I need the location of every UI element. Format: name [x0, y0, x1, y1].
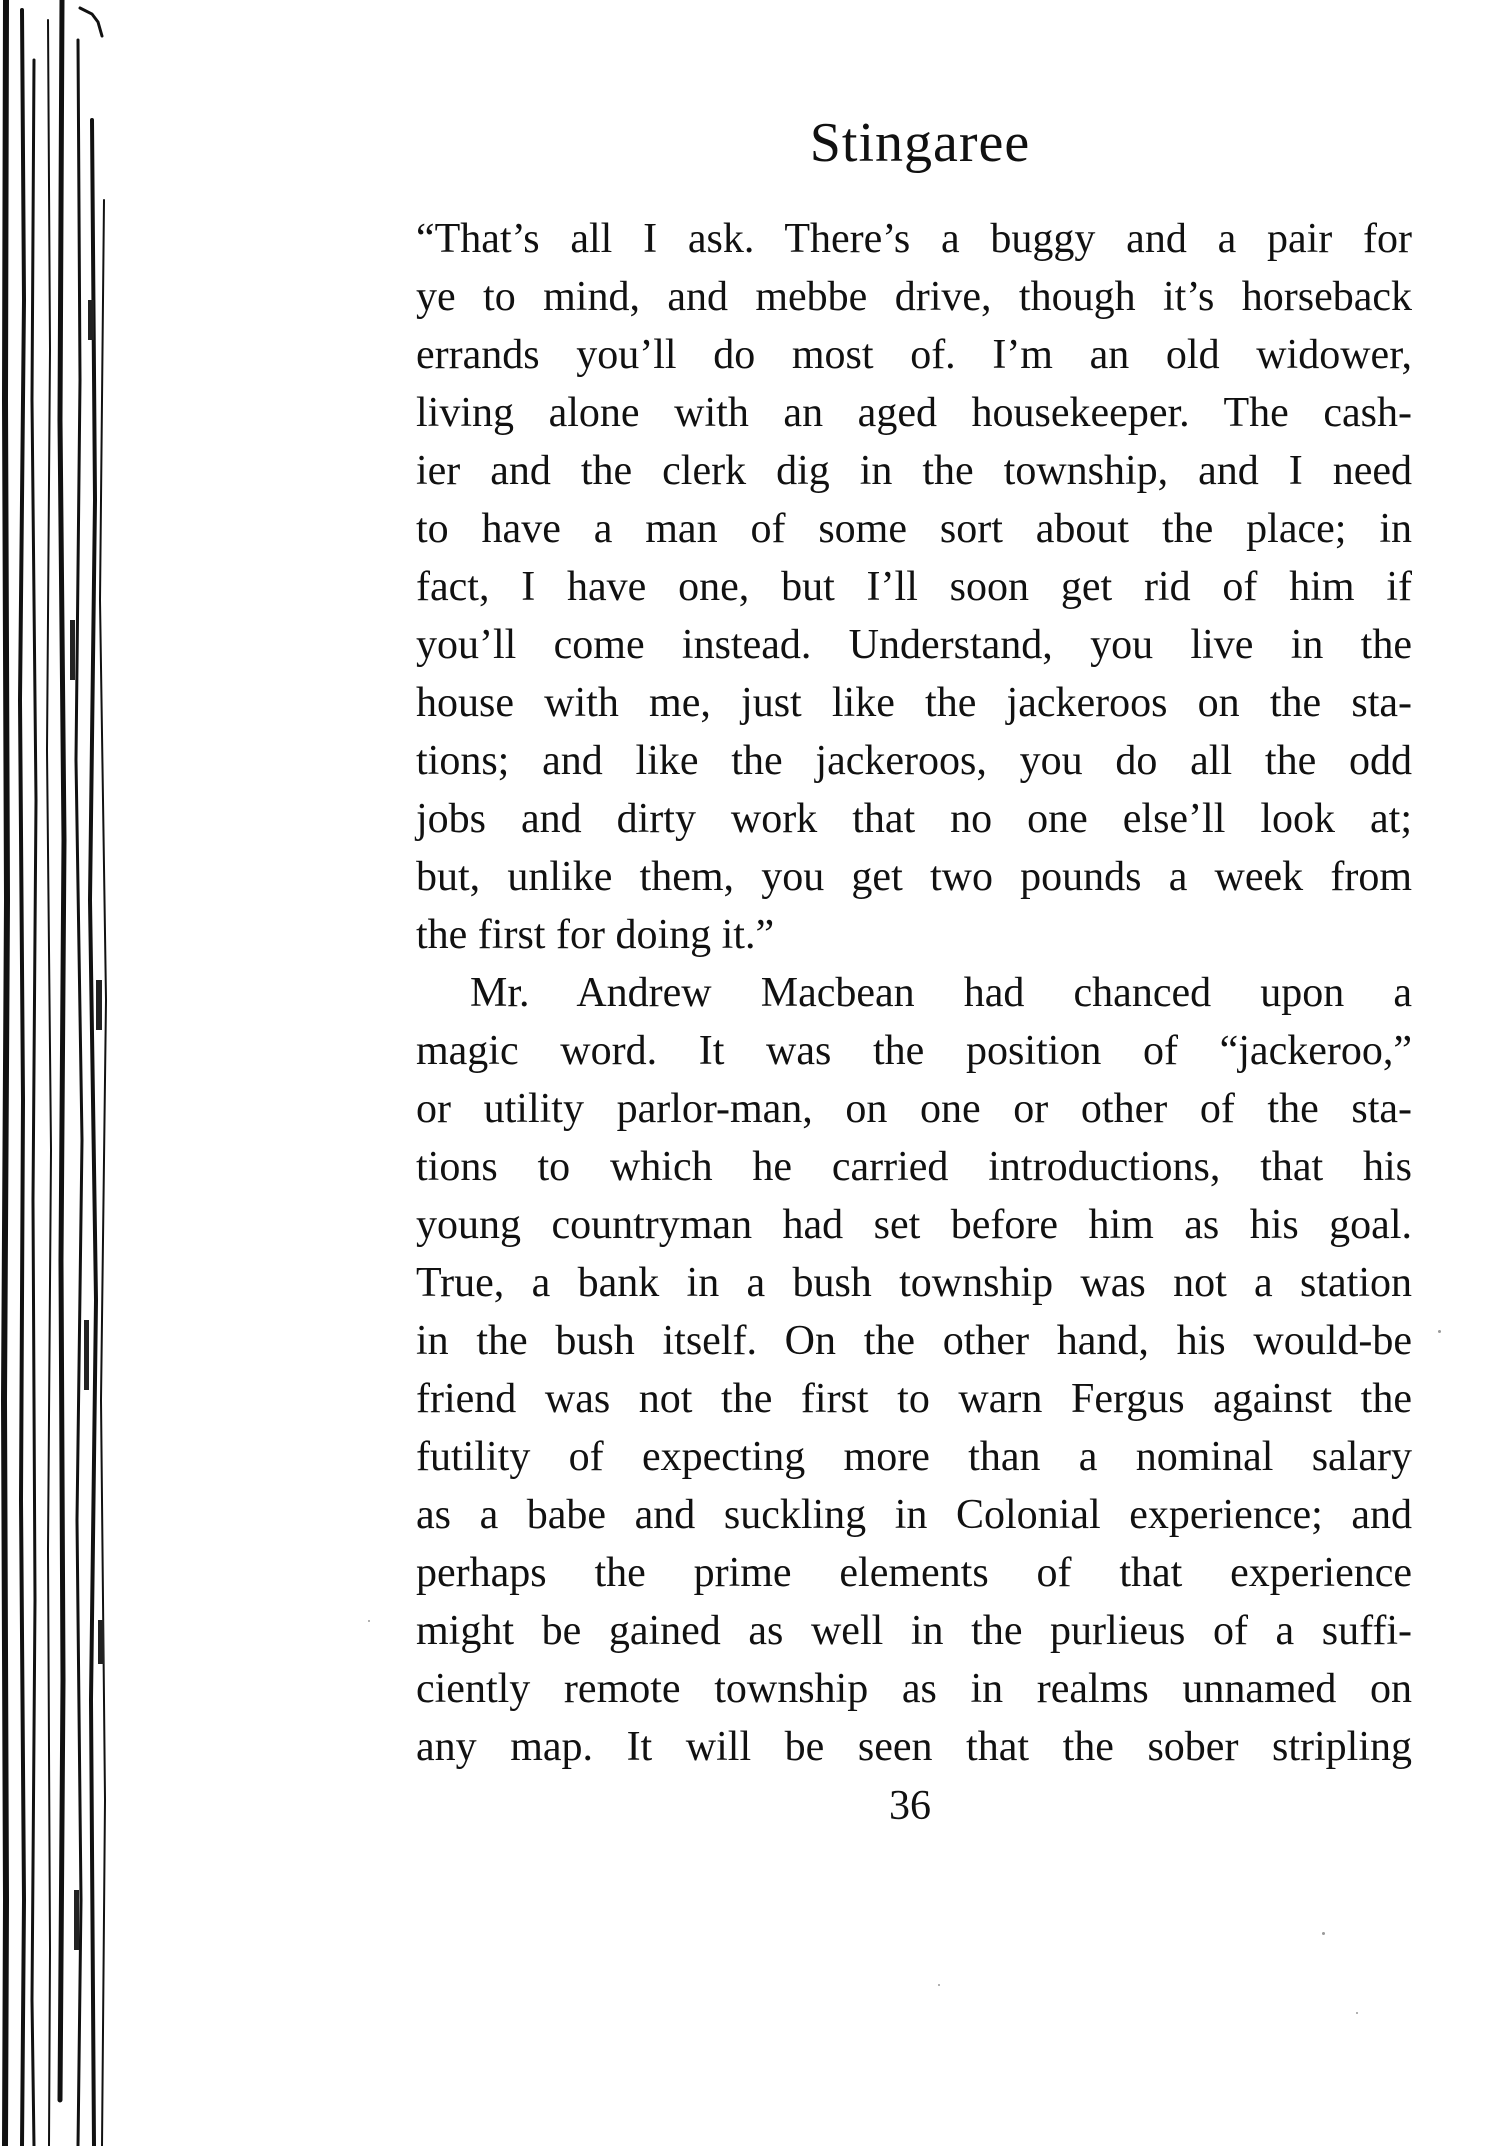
scan-speck	[368, 1620, 370, 1622]
text-line: ye to mind, and mebbe drive, though it’s horseback	[416, 274, 1412, 320]
text-line: in the bush itself. On the other hand, his would-be	[416, 1318, 1412, 1364]
text-line: as a babe and suckling in Colonial experience; and	[416, 1492, 1412, 1538]
text-line: or utility parlor-man, on one or other of the sta-	[416, 1086, 1412, 1132]
text-line: the first for doing it.”	[416, 912, 775, 958]
text-line: Mr. Andrew Macbean had chanced upon a	[470, 970, 1412, 1016]
text-line: you’ll come instead. Understand, you live in the	[416, 622, 1412, 668]
text-line: magic word. It was the position of “jackeroo,”	[416, 1028, 1412, 1074]
text-line: True, a bank in a bush township was not a station	[416, 1260, 1412, 1306]
page-number: 36	[889, 1783, 931, 1829]
scanned-binding-edge	[0, 0, 130, 2146]
text-line: ciently remote township as in realms unnamed on	[416, 1666, 1412, 1712]
running-head: Stingaree	[809, 112, 1031, 174]
text-line: errands you’ll do most of. I’m an old widower,	[416, 332, 1412, 378]
text-line: perhaps the prime elements of that experience	[416, 1550, 1412, 1596]
text-line: any map. It will be seen that the sober stripling	[416, 1724, 1412, 1770]
text-line: futility of expecting more than a nominal salary	[416, 1434, 1412, 1480]
text-line: house with me, just like the jackeroos on the sta-	[416, 680, 1412, 726]
text-line: living alone with an aged housekeeper. The cash-	[416, 390, 1412, 436]
text-line: but, unlike them, you get two pounds a week from	[416, 854, 1412, 900]
text-line: jobs and dirty work that no one else’ll look at;	[416, 796, 1412, 842]
text-line: friend was not the first to warn Fergus against the	[416, 1376, 1412, 1422]
text-line: to have a man of some sort about the place; in	[416, 506, 1412, 552]
text-line: “That’s all I ask. There’s a buggy and a pair for	[416, 216, 1412, 262]
text-line: young countryman had set before him as his goal.	[416, 1202, 1412, 1248]
body-text	[416, 210, 1412, 1776]
text-line: tions to which he carried introductions, that his	[416, 1144, 1412, 1190]
text-line: fact, I have one, but I’ll soon get rid of him if	[416, 564, 1412, 610]
scan-speck	[1438, 1330, 1441, 1333]
scan-speck	[1322, 1932, 1325, 1935]
text-line: tions; and like the jackeroos, you do all the odd	[416, 738, 1412, 784]
text-line: might be gained as well in the purlieus of a suffi-	[416, 1608, 1412, 1654]
scan-speck	[1356, 2012, 1358, 2014]
scan-speck	[938, 1984, 940, 1986]
text-line: ier and the clerk dig in the township, and I need	[416, 448, 1412, 494]
